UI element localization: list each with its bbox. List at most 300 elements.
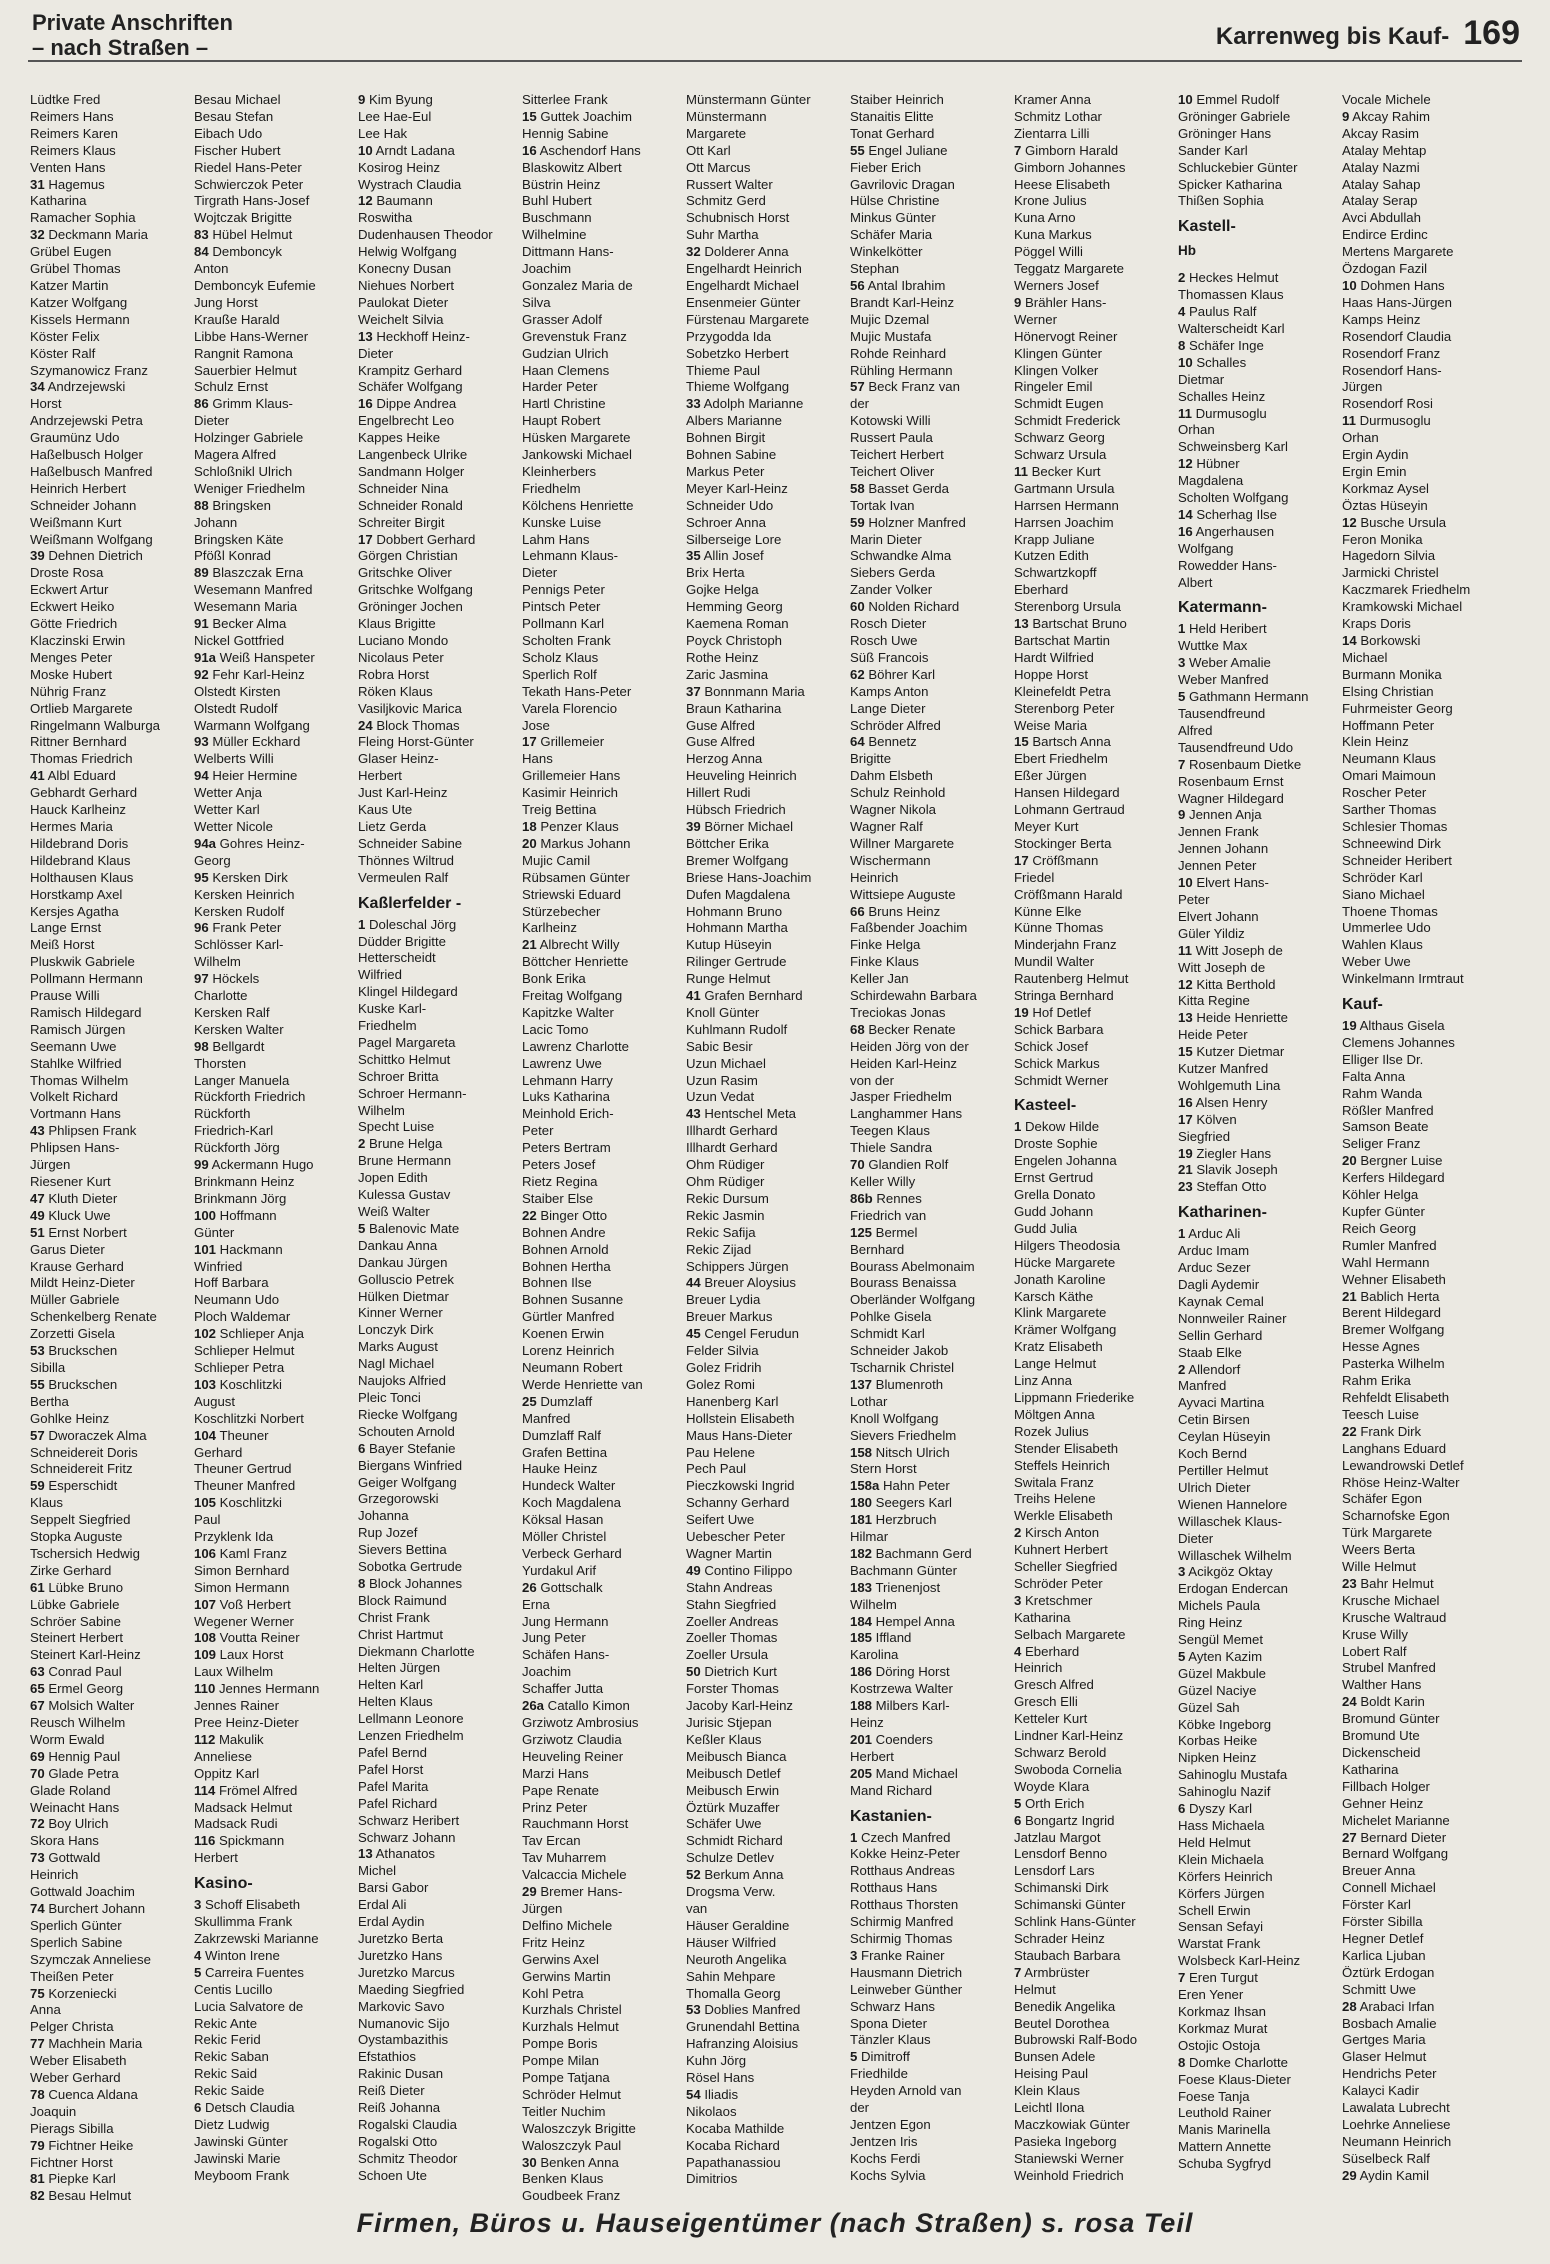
- resident-entry: Treihs Helene: [1014, 1491, 1096, 1507]
- resident-entry: Samson Beate: [1342, 1119, 1429, 1135]
- resident-entry: Maus Hans-Dieter: [686, 1427, 793, 1443]
- resident-entry: Helten Jürgen: [358, 1660, 441, 1676]
- resident-entry: 17 Dobbert Gerhard: [358, 531, 476, 547]
- house-number: 5: [1178, 1648, 1186, 1664]
- street-range: Karrenweg bis Kauf-: [1215, 23, 1450, 50]
- house-number: 82: [30, 2188, 45, 2204]
- resident-entry: 61 Lübke Bruno: [30, 1579, 124, 1595]
- resident-entry: Volkelt Richard: [30, 1089, 118, 1105]
- resident-entry: Güzel Sah: [1178, 1699, 1240, 1715]
- resident-entry: 3 Franke Rainer: [850, 1947, 945, 1963]
- resident-entry: Lee Hak: [358, 125, 408, 141]
- resident-entry: Held Helmut: [1178, 1834, 1251, 1850]
- resident-entry: Rekic Safija: [686, 1224, 756, 1240]
- resident-entry: 93 Müller Eckhard: [194, 734, 301, 750]
- resident-entry: Schirdewahn Barbara: [850, 988, 977, 1004]
- resident-entry: 20 Markus Johann: [522, 835, 631, 851]
- resident-entry: Ott Karl: [686, 142, 731, 158]
- resident-entry: Oystambazithis: [358, 2032, 449, 2048]
- resident-entry: 5 Ayten Kazim: [1178, 1648, 1263, 1664]
- resident-entry: Rotthaus Andreas: [850, 1863, 955, 1879]
- resident-entry: Wohlgemuth Lina: [1178, 1077, 1281, 1093]
- resident-entry: Kapitzke Walter: [522, 1004, 614, 1020]
- resident-entry: Tausendfreund: [1178, 706, 1266, 721]
- resident-entry: Illhardt Gerhard: [686, 1140, 778, 1156]
- resident-entry: Besau Michael: [194, 92, 281, 107]
- resident-entry: Kraps Doris: [1342, 616, 1411, 632]
- resident-entry: Ploch Waldemar: [194, 1309, 291, 1325]
- resident-entry: 84 Demboncyk: [194, 244, 282, 260]
- resident-entry: Kaczmarek Friedhelm: [1342, 582, 1471, 598]
- resident-entry: Mujic Mustafa: [850, 328, 932, 344]
- resident-entry: Delfino Michele: [522, 1917, 613, 1933]
- house-number: 20: [1342, 1153, 1357, 1169]
- resident-entry: Connell Michael: [1342, 1880, 1436, 1896]
- resident-entry: Schröder Peter: [1014, 1575, 1103, 1591]
- resident-entry: Silva: [522, 294, 551, 310]
- house-number: 29: [522, 1884, 537, 1900]
- resident-entry: Hoff Barbara: [194, 1275, 269, 1291]
- resident-entry: 158 Nitsch Ulrich: [850, 1444, 950, 1460]
- resident-entry: Gröninger Gabriele: [1178, 108, 1291, 124]
- resident-entry: Finke Helga: [850, 937, 921, 953]
- resident-entry: Glade Roland: [30, 1782, 111, 1798]
- resident-entry: Berent Hildegard: [1342, 1305, 1441, 1321]
- resident-entry: Stürzebecher: [522, 903, 601, 919]
- resident-entry: Selbach Margarete: [1014, 1626, 1126, 1642]
- resident-entry: Gohlke Heinz: [30, 1410, 110, 1426]
- resident-entry: Wolsbeck Karl-Heinz: [1178, 1953, 1301, 1969]
- resident-entry: Gehner Heinz: [1342, 1795, 1424, 1811]
- resident-entry: Gojke Helga: [686, 582, 759, 598]
- resident-entry: Röken Klaus: [358, 683, 433, 699]
- resident-entry: Schröder Karl: [1342, 869, 1423, 885]
- resident-entry: Wehner Elisabeth: [1342, 1271, 1446, 1287]
- resident-entry: Jankowski Michael: [522, 447, 632, 463]
- resident-entry: Anneliese: [194, 1748, 252, 1764]
- house-number: 3: [194, 1897, 202, 1913]
- house-number: 41: [686, 988, 701, 1004]
- resident-entry: 54 Iliadis: [686, 2086, 739, 2102]
- resident-entry: Schäfer Wolfgang: [358, 379, 463, 395]
- house-number: 19: [1342, 1018, 1357, 1034]
- house-number: 7: [1014, 1964, 1022, 1980]
- resident-entry: Manfred: [522, 1410, 571, 1426]
- directory-columns: [30, 92, 1496, 2205]
- resident-entry: Schlieper Petra: [194, 1359, 285, 1375]
- resident-entry: 108 Voutta Reiner: [194, 1630, 300, 1646]
- resident-entry: Rühling Hermann: [850, 362, 953, 378]
- resident-entry: Hesse Agnes: [1342, 1339, 1420, 1355]
- resident-entry: Kersken Walter: [194, 1021, 284, 1037]
- house-number: 89: [194, 565, 209, 581]
- resident-entry: Hülse Christine: [850, 193, 940, 209]
- resident-entry: Rekic Dursum: [686, 1190, 769, 1206]
- house-number: 22: [1342, 1423, 1357, 1439]
- resident-entry: Markovic Savo: [358, 1998, 445, 2014]
- resident-entry: Häuser Geraldine: [686, 1917, 790, 1933]
- resident-entry: Meiß Horst: [30, 937, 95, 953]
- resident-entry: Weiß Walter: [358, 1204, 430, 1219]
- resident-entry: 62 Böhrer Karl: [850, 666, 936, 682]
- resident-entry: Rehfeldt Elisabeth: [1342, 1389, 1450, 1405]
- street-heading: Kasino-: [194, 1875, 253, 1893]
- resident-entry: Meinhold Erich-: [522, 1106, 614, 1122]
- house-number: 108: [194, 1630, 217, 1646]
- resident-entry: Keßler Klaus: [686, 1731, 762, 1747]
- resident-entry: Ramacher Sophia: [30, 210, 136, 226]
- resident-entry: Rosenbaum Ernst: [1178, 773, 1284, 789]
- resident-entry: Hagedorn Silvia: [1342, 548, 1436, 564]
- resident-entry: Hoffmann Peter: [1342, 717, 1435, 733]
- resident-entry: Bromund Ute: [1342, 1728, 1420, 1744]
- house-number: 12: [1178, 456, 1193, 472]
- resident-entry: Cetin Birsen: [1178, 1412, 1250, 1428]
- resident-entry: Horstkamp Axel: [30, 886, 123, 902]
- house-number: 6: [194, 2100, 202, 2116]
- house-number: 30: [522, 2154, 537, 2170]
- resident-entry: 53 Bruckschen: [30, 1343, 118, 1359]
- house-number: 10: [1178, 875, 1193, 891]
- resident-entry: 6 Bayer Stefanie: [358, 1440, 456, 1456]
- resident-entry: Heinrich Herbert: [30, 480, 127, 496]
- resident-entry: Koch Magdalena: [522, 1495, 621, 1511]
- resident-entry: Werners Josef: [1014, 277, 1099, 293]
- resident-entry: 24 Boldt Karin: [1342, 1694, 1425, 1710]
- resident-entry: 2 Brune Helga: [358, 1136, 443, 1152]
- house-number: 2: [358, 1136, 366, 1152]
- resident-entry: 49 Contino Filippo: [686, 1562, 793, 1578]
- resident-entry: Hans: [522, 751, 553, 767]
- resident-entry: Waloszczyk Brigitte: [522, 2120, 636, 2136]
- resident-entry: Karlica Ljuban: [1342, 1947, 1426, 1963]
- resident-entry: Kuske Karl-: [358, 1001, 427, 1017]
- resident-entry: Köhler Helga: [1342, 1187, 1419, 1203]
- resident-entry: Ortlieb Margarete: [30, 700, 133, 716]
- resident-entry: Heinrich: [850, 869, 899, 885]
- resident-entry: 183 Trienenjost: [850, 1579, 941, 1595]
- resident-entry: Wojtczak Brigitte: [194, 210, 292, 226]
- resident-entry: Szymanowicz Franz: [30, 362, 148, 378]
- resident-entry: Wystrach Claudia: [358, 176, 462, 192]
- resident-entry: Kasimir Heinrich: [522, 785, 618, 801]
- resident-entry: Klein Michaela: [1178, 1851, 1264, 1867]
- resident-entry: Ostojic Ostoja: [1178, 2037, 1261, 2053]
- resident-entry: Rückforth Friedrich: [194, 1089, 306, 1105]
- resident-entry: Jennes Rainer: [194, 1698, 280, 1714]
- house-number: 94a: [194, 835, 217, 851]
- resident-entry: Wolfgang: [1178, 540, 1234, 556]
- resident-entry: 32 Dolderer Anna: [686, 244, 789, 260]
- resident-entry: Menges Peter: [30, 649, 113, 665]
- resident-entry: Katzer Martin: [30, 277, 109, 293]
- resident-entry: Brandt Karl-Heinz: [850, 294, 955, 310]
- resident-entry: Pleic Tonci: [358, 1389, 421, 1405]
- resident-entry: Wahl Hermann: [1342, 1254, 1430, 1270]
- resident-entry: 105 Koschlitzki: [194, 1495, 282, 1511]
- resident-entry: Rogalski Otto: [358, 2133, 438, 2149]
- house-number: 182: [850, 1545, 873, 1561]
- resident-entry: Wagner Ralf: [850, 818, 923, 834]
- resident-entry: Kurzhals Christel: [522, 2002, 622, 2018]
- resident-entry: Rahm Erika: [1342, 1373, 1411, 1389]
- resident-entry: Grübel Eugen: [30, 244, 112, 260]
- resident-entry: Korkmaz Murat: [1178, 2020, 1268, 2036]
- house-number: 5: [1014, 1795, 1022, 1811]
- resident-entry: August: [194, 1393, 236, 1409]
- resident-entry: Harrsen Joachim: [1014, 514, 1114, 530]
- resident-entry: Dieter: [358, 345, 394, 361]
- resident-entry: Bachmann Günter: [850, 1562, 958, 1578]
- house-number: 21: [1342, 1288, 1357, 1304]
- resident-entry: Stern Horst: [850, 1461, 917, 1477]
- house-number: 11: [1342, 413, 1356, 429]
- resident-entry: Kramkowski Michael: [1342, 599, 1463, 615]
- resident-entry: Knoll Wolfgang: [850, 1410, 939, 1426]
- resident-entry: Schroer Anna: [686, 514, 766, 530]
- resident-entry: Pape Renate: [522, 1782, 599, 1798]
- resident-entry: Bohnen Ilse: [522, 1275, 592, 1291]
- resident-entry: Wagner Nikola: [850, 802, 936, 818]
- resident-entry: Geiger Wolfgang: [358, 1474, 457, 1490]
- resident-entry: Manis Marinella: [1178, 2122, 1271, 2138]
- house-number: 13: [358, 328, 373, 344]
- house-number: 54: [686, 2086, 701, 2102]
- resident-entry: Hücke Margarete: [1014, 1254, 1116, 1270]
- resident-entry: Weniger Friedhelm: [194, 480, 306, 496]
- resident-entry: Bohnen Arnold: [522, 1241, 609, 1257]
- resident-entry: Brinkmann Jörg: [194, 1190, 287, 1206]
- resident-entry: 65 Ermel Georg: [30, 1681, 124, 1697]
- resident-entry: Eren Yener: [1178, 1987, 1244, 2003]
- resident-entry: Ayvaci Martina: [1178, 1395, 1265, 1411]
- resident-entry: Warmann Wolfgang: [194, 717, 310, 733]
- resident-entry: Drogsma Verw.: [686, 1884, 776, 1900]
- resident-entry: Scholten Frank: [522, 633, 611, 648]
- resident-entry: Pasieka Ingeborg: [1014, 2133, 1117, 2149]
- house-number: 64: [850, 734, 865, 750]
- resident-entry: 86b Rennes: [850, 1190, 922, 1206]
- resident-entry: Vermeulen Ralf: [358, 869, 449, 885]
- resident-entry: Pafel Bernd: [358, 1745, 427, 1760]
- resident-entry: Jatzlau Margot: [1014, 1829, 1101, 1845]
- resident-entry: Forster Thomas: [686, 1681, 779, 1697]
- resident-entry: Lohmann Gertraud: [1014, 802, 1125, 818]
- resident-entry: Langenbeck Ulrike: [358, 447, 468, 463]
- resident-entry: Engelhardt Heinrich: [686, 261, 802, 277]
- house-number: 86b: [850, 1190, 873, 1206]
- resident-entry: Zoeller Thomas: [686, 1630, 778, 1646]
- house-number: 97: [194, 971, 209, 987]
- resident-entry: Sengül Memet: [1178, 1632, 1264, 1648]
- resident-entry: 14 Borkowski: [1342, 633, 1421, 648]
- house-number: 81: [30, 2171, 45, 2187]
- resident-entry: 5 Dimitroff: [850, 2049, 910, 2065]
- house-number: 205: [850, 1765, 873, 1781]
- resident-entry: 51 Ernst Norbert: [30, 1224, 127, 1240]
- resident-entry: Schneidereit Fritz: [30, 1461, 133, 1477]
- resident-entry: Friedhelm: [358, 1018, 417, 1034]
- resident-entry: Lietz Gerda: [358, 818, 427, 834]
- resident-entry: Zirke Gerhard: [30, 1562, 112, 1578]
- resident-entry: Ceylan Hüseyin: [1178, 1429, 1271, 1445]
- directory-column: [522, 92, 676, 2205]
- resident-entry: Heyden Arnold van: [850, 2083, 962, 2099]
- resident-entry: Süselbeck Ralf: [1342, 2150, 1430, 2166]
- resident-entry: Karlheinz: [522, 920, 577, 936]
- house-number: 50: [686, 1664, 701, 1680]
- resident-entry: 69 Hennig Paul: [30, 1748, 121, 1764]
- resident-entry: Golluscio Petrek: [358, 1271, 455, 1287]
- resident-entry: Treciokas Jonas: [850, 1004, 946, 1020]
- resident-entry: Schmidt Karl: [850, 1326, 925, 1342]
- resident-entry: Bohnen Birgit: [686, 430, 766, 446]
- resident-entry: Papathanassiou: [686, 2154, 781, 2170]
- resident-entry: Sperlich Rolf: [522, 666, 597, 682]
- resident-entry: Kunske Luise: [522, 514, 602, 530]
- resident-entry: Pluskwik Gabriele: [30, 954, 135, 970]
- resident-entry: Schulz Reinhold: [850, 785, 946, 801]
- resident-entry: Schenkelberg Renate: [30, 1309, 157, 1325]
- house-number: 31: [30, 176, 45, 192]
- resident-entry: Treig Bettina: [522, 802, 597, 818]
- resident-entry: Zakrzewski Marianne: [194, 1930, 319, 1946]
- resident-entry: Fleing Horst-Günter: [358, 734, 474, 750]
- house-number: 4: [1178, 304, 1186, 320]
- resident-entry: Kaus Ute: [358, 802, 413, 818]
- house-number: 75: [30, 1985, 45, 2001]
- resident-entry: Lenzen Friedhelm: [358, 1728, 464, 1744]
- resident-entry: 2 Kirsch Anton: [1014, 1525, 1100, 1541]
- street-heading: Kastell-: [1178, 218, 1236, 236]
- resident-entry: Schäfer Egon: [1342, 1491, 1422, 1507]
- resident-entry: Kutzen Edith: [1014, 548, 1089, 564]
- resident-entry: Jonath Karoline: [1014, 1271, 1106, 1287]
- resident-entry: Schröer Sabine: [30, 1613, 121, 1629]
- resident-entry: 8 Block Johannes: [358, 1575, 463, 1591]
- resident-entry: 31 Hagemus: [30, 176, 105, 192]
- resident-entry: Rohde Reinhard: [850, 345, 947, 361]
- resident-entry: Welberts Willi: [194, 751, 274, 767]
- resident-entry: Braun Katharina: [686, 700, 782, 716]
- resident-entry: Dittmann Hans-: [522, 244, 614, 260]
- resident-entry: Körfers Jürgen: [1178, 1885, 1265, 1901]
- resident-entry: Kostrzewa Walter: [850, 1681, 953, 1697]
- house-number: 35: [686, 548, 701, 564]
- resident-entry: Rahm Wanda: [1342, 1085, 1423, 1101]
- resident-entry: Wagner Hildegard: [1178, 790, 1284, 806]
- resident-entry: 7 Gimborn Harald: [1014, 142, 1119, 158]
- resident-entry: 28 Arabaci Irfan: [1342, 1998, 1435, 2014]
- house-number: 51: [30, 1224, 45, 1240]
- resident-entry: Tav Ercan: [522, 1833, 581, 1849]
- resident-entry: Finke Klaus: [850, 954, 919, 970]
- resident-entry: Korkmaz Aysel: [1342, 480, 1429, 496]
- resident-entry: Rautenberg Helmut: [1014, 971, 1129, 987]
- resident-entry: Mujic Dzemal: [850, 311, 930, 327]
- resident-entry: Wesemann Maria: [194, 599, 298, 615]
- resident-entry: 83 Hübel Helmut: [194, 227, 293, 243]
- resident-entry: Dumzlaff Ralf: [522, 1427, 601, 1443]
- resident-entry: Manfred: [1178, 1378, 1227, 1394]
- resident-entry: Brune Hermann: [358, 1153, 452, 1169]
- house-number: 86: [194, 396, 209, 412]
- resident-entry: Teesch Luise: [1342, 1406, 1419, 1422]
- resident-entry: Staniewski Werner: [1014, 2150, 1124, 2166]
- resident-entry: Joachim: [522, 261, 572, 277]
- resident-entry: Foese Tanja: [1178, 2088, 1250, 2104]
- resident-entry: Juretzko Hans: [358, 1947, 443, 1963]
- resident-entry: Golez Romi: [686, 1376, 755, 1392]
- resident-entry: Gottwald Joachim: [30, 1884, 135, 1900]
- resident-entry: Endirce Erdinc: [1342, 227, 1428, 243]
- resident-entry: Hüsken Margarete: [522, 430, 631, 446]
- resident-entry: 15 Guttek Joachim: [522, 108, 632, 124]
- resident-entry: Joaquin: [30, 2103, 77, 2119]
- resident-entry: Kruse Willy: [1342, 1626, 1408, 1642]
- resident-entry: 102 Schlieper Anja: [194, 1326, 304, 1342]
- resident-entry: Thomas Friedrich: [30, 751, 133, 767]
- resident-entry: Sahinoglu Nazif: [1178, 1784, 1271, 1800]
- resident-entry: Jürgen: [522, 1900, 563, 1916]
- resident-entry: Schalles Heinz: [1178, 388, 1266, 404]
- resident-entry: Ramisch Hildegard: [30, 1004, 142, 1020]
- resident-entry: 99 Ackermann Hugo: [194, 1157, 314, 1173]
- resident-entry: Hennig Sabine: [522, 125, 609, 141]
- resident-entry: Türk Margarete: [1342, 1525, 1433, 1541]
- house-number: 11: [1014, 463, 1028, 479]
- resident-entry: 98 Bellgardt: [194, 1038, 265, 1054]
- resident-entry: Ring Heinz: [1178, 1615, 1243, 1631]
- resident-entry: Rowedder Hans-: [1178, 557, 1277, 573]
- directory-column: [358, 92, 512, 2205]
- resident-entry: Tirgrath Hans-Josef: [194, 193, 310, 209]
- resident-entry: Heiden Jörg von der: [850, 1038, 969, 1054]
- resident-entry: Dieter: [1178, 1530, 1214, 1546]
- resident-entry: Lawrenz Uwe: [522, 1055, 602, 1071]
- house-number: 23: [1178, 1179, 1193, 1195]
- resident-entry: 10 Emmel Rudolf: [1178, 92, 1280, 107]
- resident-entry: Pollmann Hermann: [30, 971, 143, 987]
- resident-entry: Mildt Heinz-Dieter: [30, 1275, 135, 1291]
- resident-entry: Schwarz Hans: [850, 1998, 936, 2014]
- resident-entry: Guse Alfred: [686, 734, 755, 750]
- resident-entry: Fritz Heinz: [522, 1934, 586, 1950]
- house-number: 6: [1014, 1812, 1022, 1828]
- resident-entry: Haßelbusch Manfred: [30, 463, 153, 479]
- house-number: 17: [522, 734, 537, 750]
- resident-entry: Weise Maria: [1014, 717, 1088, 733]
- resident-entry: 33 Adolph Marianne: [686, 396, 804, 412]
- house-number: 56: [850, 277, 865, 293]
- house-number: 21: [1178, 1162, 1193, 1178]
- resident-entry: Wetter Karl: [194, 802, 260, 818]
- resident-entry: Hillert Rudi: [686, 785, 751, 801]
- house-number: 33: [686, 396, 701, 412]
- resident-entry: Konecny Dusan: [358, 261, 452, 277]
- resident-entry: Lübke Gabriele: [30, 1596, 120, 1612]
- resident-entry: Breuer Lydia: [686, 1292, 761, 1308]
- resident-entry: Block Raimund: [358, 1592, 447, 1608]
- resident-entry: 97 Höckels: [194, 971, 260, 987]
- resident-entry: Staiber Else: [522, 1190, 594, 1206]
- resident-entry: Just Karl-Heinz: [358, 785, 448, 801]
- resident-entry: Knoll Günter: [686, 1004, 760, 1020]
- resident-entry: Rogalski Claudia: [358, 2116, 457, 2132]
- resident-entry: Lobert Ralf: [1342, 1643, 1407, 1659]
- street-heading: Kaßlerfelder -: [358, 894, 462, 912]
- resident-entry: Margarete: [686, 125, 747, 141]
